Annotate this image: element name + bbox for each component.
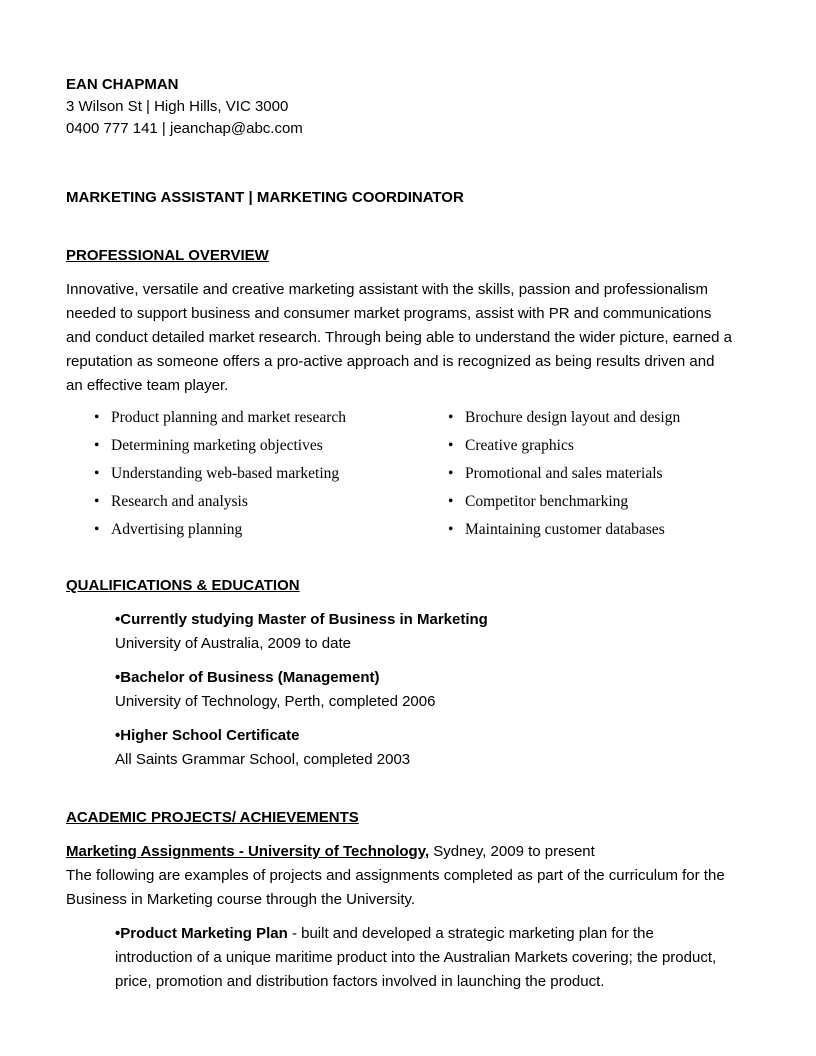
- section-heading-professional-overview: PROFESSIONAL OVERVIEW: [66, 247, 269, 264]
- qualification-detail: University of Australia, 2009 to date: [115, 635, 351, 652]
- project-title: Product Marketing Plan: [120, 925, 288, 942]
- assignment-heading-suffix: Sydney, 2009 to present: [429, 843, 595, 860]
- qualification-title-line: [115, 666, 732, 690]
- section-heading-academic-projects: ACADEMIC PROJECTS/ ACHIEVEMENTS: [66, 809, 359, 826]
- project-entry: [115, 922, 732, 994]
- qualification-title: Higher School Certificate: [120, 727, 300, 744]
- qualification-title: Currently studying Master of Business in Marketing: [120, 611, 488, 628]
- candidate-name: EAN CHAPMAN: [66, 76, 179, 93]
- qualification-title-line: [115, 608, 732, 632]
- qualification-detail: All Saints Grammar School, completed 2003: [115, 751, 411, 768]
- skill-item: • Understanding web-based marketing: [94, 460, 448, 488]
- qualification-title: Bachelor of Business (Management): [120, 669, 380, 686]
- skill-item: • Research and analysis: [94, 488, 448, 516]
- skill-item: • Competitor benchmarking: [448, 488, 732, 516]
- phone-email-line: 0400 777 141 | jeanchap@abc.com: [66, 120, 303, 137]
- assignment-heading-line: [66, 840, 732, 864]
- skill-item: • Brochure design layout and design: [448, 404, 732, 432]
- skills-column-right: [448, 404, 732, 544]
- qualification-detail: University of Technology, Perth, completed 2006: [115, 693, 436, 710]
- skill-item: • Promotional and sales materials: [448, 460, 732, 488]
- skill-item: • Determining marketing objectives: [94, 432, 448, 460]
- project-description: - built and developed a strategic marketing plan for the introduction of a unique maritime product into the Australian Markets covering; the product, price, promotion and distribution factors involved in launching the product.: [115, 925, 717, 990]
- skill-item: • Maintaining customer databases: [448, 516, 732, 544]
- skill-item: • Advertising planning: [94, 516, 448, 544]
- assignment-heading: Marketing Assignments - University of Technology,: [66, 843, 430, 860]
- resume-objective-title: MARKETING ASSISTANT | MARKETING COORDINATOR: [66, 189, 464, 206]
- bullet-icon: •: [115, 727, 121, 744]
- academic-intro-paragraph: The following are examples of projects and assignments completed as part of the curriculum for the Business in Marketing course through the University.: [66, 867, 725, 908]
- section-heading-qualifications: QUALIFICATIONS & EDUCATION: [66, 577, 300, 594]
- skill-item: • Product planning and market research: [94, 404, 448, 432]
- qualification-entry: [115, 666, 732, 714]
- skill-item: • Creative graphics: [448, 432, 732, 460]
- skills-column-left: [66, 404, 448, 544]
- bullet-icon: •: [115, 611, 121, 628]
- skills-columns: [66, 404, 732, 544]
- address-line: 3 Wilson St | High Hills, VIC 3000: [66, 98, 289, 115]
- contact-header: [66, 74, 732, 140]
- qualification-entry: [115, 724, 732, 772]
- bullet-icon: •: [115, 669, 121, 686]
- qualification-title-line: [115, 724, 732, 748]
- bullet-icon: •: [115, 925, 121, 942]
- overview-paragraph: Innovative, versatile and creative marketing assistant with the skills, passion and professionalism needed to support business and consumer market programs, assist with PR and communications and conduct detailed market research. Through being able to understand the wider picture, earned a reputation as someone offers a pro-active approach and is recognized as being results driven and an effective team player.: [66, 281, 732, 394]
- qualification-entry: [115, 608, 732, 656]
